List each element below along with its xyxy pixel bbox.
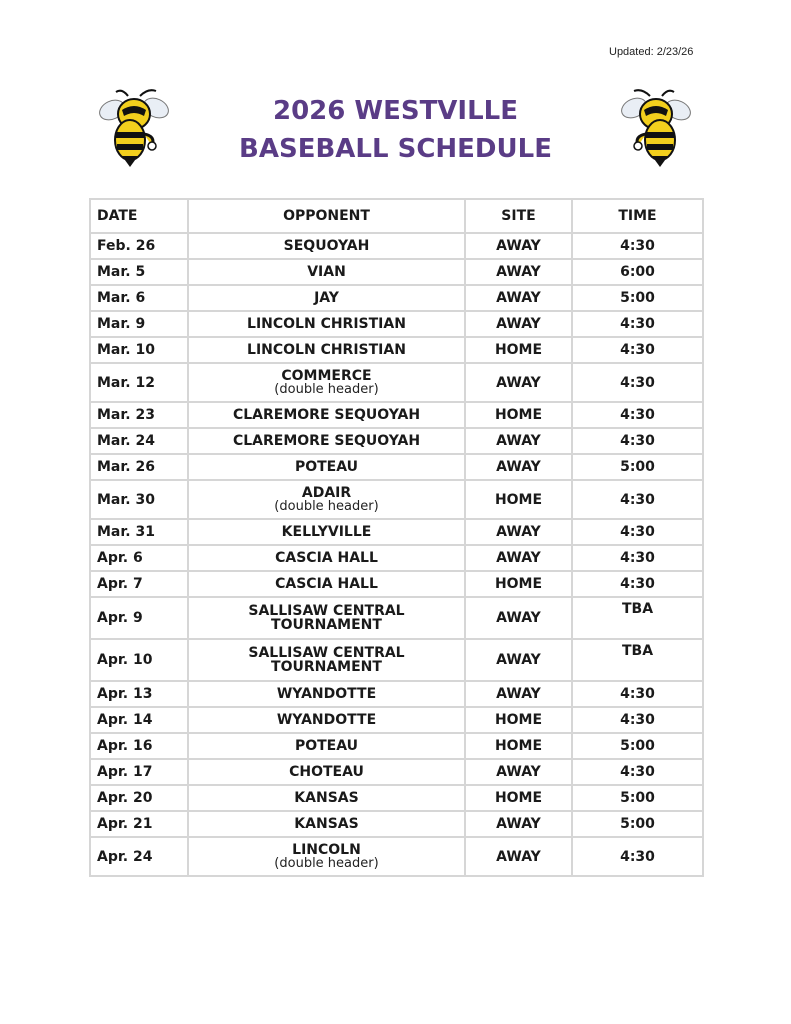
table-row bbox=[90, 837, 703, 876]
opponent-name: WYANDOTTE bbox=[276, 712, 377, 728]
opponent-name: CHOTEAU bbox=[289, 764, 364, 780]
cell-site: AWAY bbox=[465, 285, 572, 311]
opponent-name: KANSAS bbox=[294, 790, 359, 806]
cell-date: Mar. 5 bbox=[90, 259, 188, 285]
cell-date: Mar. 9 bbox=[90, 311, 188, 337]
cell-site: AWAY bbox=[465, 759, 572, 785]
cell-date: Apr. 6 bbox=[90, 545, 188, 571]
cell-date: Apr. 24 bbox=[90, 837, 188, 876]
cell-site: AWAY bbox=[465, 811, 572, 837]
table-header-row bbox=[90, 199, 703, 233]
cell-date: Apr. 10 bbox=[90, 639, 188, 681]
cell-site: HOME bbox=[465, 733, 572, 759]
opponent-name: POTEAU bbox=[294, 738, 359, 754]
cell-site: HOME bbox=[465, 480, 572, 519]
opponent-note: (double header) bbox=[274, 499, 379, 514]
cell-opponent bbox=[188, 597, 465, 639]
title-line-1: 2026 WESTVILLE bbox=[272, 96, 518, 126]
cell-time: 4:30 bbox=[572, 337, 703, 363]
cell-opponent bbox=[188, 733, 465, 759]
cell-opponent bbox=[188, 428, 465, 454]
cell-opponent bbox=[188, 480, 465, 519]
table-row bbox=[90, 311, 703, 337]
cell-opponent bbox=[188, 811, 465, 837]
cell-site: AWAY bbox=[465, 259, 572, 285]
cell-date: Apr. 20 bbox=[90, 785, 188, 811]
cell-date: Apr. 21 bbox=[90, 811, 188, 837]
opponent-name: ADAIR bbox=[301, 485, 352, 501]
table-row bbox=[90, 759, 703, 785]
schedule-table bbox=[89, 198, 704, 877]
cell-date: Mar. 24 bbox=[90, 428, 188, 454]
opponent-name: WYANDOTTE bbox=[276, 686, 377, 702]
cell-date: Apr. 9 bbox=[90, 597, 188, 639]
cell-date: Mar. 30 bbox=[90, 480, 188, 519]
cell-opponent bbox=[188, 639, 465, 681]
cell-date: Feb. 26 bbox=[90, 233, 188, 259]
opponent-name: CASCIA HALL bbox=[275, 576, 378, 592]
cell-time: 5:00 bbox=[572, 785, 703, 811]
cell-opponent bbox=[188, 311, 465, 337]
table-row bbox=[90, 597, 703, 639]
cell-opponent bbox=[188, 285, 465, 311]
cell-opponent bbox=[188, 707, 465, 733]
cell-site: AWAY bbox=[465, 639, 572, 681]
cell-date: Apr. 7 bbox=[90, 571, 188, 597]
header-opponent: OPPONENT bbox=[188, 199, 465, 233]
header-site: SITE bbox=[465, 199, 572, 233]
header-date: DATE bbox=[90, 199, 188, 233]
table-row bbox=[90, 402, 703, 428]
opponent-name: LINCOLN bbox=[292, 842, 361, 858]
opponent-name: COMMERCE bbox=[281, 368, 372, 384]
cell-date: Apr. 17 bbox=[90, 759, 188, 785]
table-row bbox=[90, 428, 703, 454]
updated-date: Updated: 2/23/26 bbox=[609, 46, 694, 58]
table-row bbox=[90, 259, 703, 285]
cell-date: Mar. 6 bbox=[90, 285, 188, 311]
opponent-name: SALLISAW CENTRAL bbox=[248, 645, 405, 661]
table-row bbox=[90, 707, 703, 733]
cell-date: Apr. 16 bbox=[90, 733, 188, 759]
cell-site: AWAY bbox=[465, 454, 572, 480]
opponent-name: CLAREMORE SEQUOYAH bbox=[232, 433, 421, 449]
cell-time: TBA bbox=[572, 597, 703, 639]
page-title bbox=[0, 92, 791, 168]
cell-opponent bbox=[188, 363, 465, 402]
cell-time: 5:00 bbox=[572, 733, 703, 759]
cell-time: 4:30 bbox=[572, 480, 703, 519]
table-row bbox=[90, 545, 703, 571]
opponent-name: JAY bbox=[314, 290, 339, 306]
cell-site: HOME bbox=[465, 571, 572, 597]
cell-site: HOME bbox=[465, 337, 572, 363]
cell-time: 4:30 bbox=[572, 545, 703, 571]
table-row bbox=[90, 785, 703, 811]
cell-time: 4:30 bbox=[572, 519, 703, 545]
cell-opponent bbox=[188, 681, 465, 707]
cell-date: Mar. 31 bbox=[90, 519, 188, 545]
cell-site: AWAY bbox=[465, 597, 572, 639]
table-row bbox=[90, 363, 703, 402]
cell-time: 6:00 bbox=[572, 259, 703, 285]
cell-time: 4:30 bbox=[572, 311, 703, 337]
opponent-name: CASCIA HALL bbox=[275, 550, 378, 566]
cell-opponent bbox=[188, 519, 465, 545]
table-row bbox=[90, 480, 703, 519]
cell-date: Mar. 12 bbox=[90, 363, 188, 402]
opponent-name: SEQUOYAH bbox=[283, 238, 370, 254]
cell-time: 4:30 bbox=[572, 707, 703, 733]
header-time: TIME bbox=[572, 199, 703, 233]
opponent-name: VIAN bbox=[307, 264, 346, 280]
cell-opponent bbox=[188, 571, 465, 597]
cell-date: Mar. 10 bbox=[90, 337, 188, 363]
opponent-name-line-2: TOURNAMENT bbox=[271, 617, 382, 633]
cell-date: Apr. 13 bbox=[90, 681, 188, 707]
cell-time: 5:00 bbox=[572, 811, 703, 837]
title-line-2: BASEBALL SCHEDULE bbox=[239, 134, 552, 164]
cell-site: AWAY bbox=[465, 233, 572, 259]
cell-time: 4:30 bbox=[572, 428, 703, 454]
cell-site: HOME bbox=[465, 402, 572, 428]
table-row bbox=[90, 733, 703, 759]
cell-time: 4:30 bbox=[572, 402, 703, 428]
opponent-name: KELLYVILLE bbox=[281, 524, 372, 540]
table-row bbox=[90, 285, 703, 311]
schedule-body bbox=[90, 233, 703, 876]
table-row bbox=[90, 681, 703, 707]
cell-opponent bbox=[188, 545, 465, 571]
opponent-name: KANSAS bbox=[294, 816, 359, 832]
cell-opponent bbox=[188, 402, 465, 428]
cell-opponent bbox=[188, 759, 465, 785]
cell-site: AWAY bbox=[465, 837, 572, 876]
cell-time: 5:00 bbox=[572, 454, 703, 480]
cell-site: AWAY bbox=[465, 428, 572, 454]
cell-opponent bbox=[188, 785, 465, 811]
cell-time: 5:00 bbox=[572, 285, 703, 311]
cell-opponent bbox=[188, 259, 465, 285]
cell-opponent bbox=[188, 454, 465, 480]
table-row bbox=[90, 639, 703, 681]
cell-date: Apr. 14 bbox=[90, 707, 188, 733]
opponent-name: SALLISAW CENTRAL bbox=[248, 603, 405, 619]
opponent-note: (double header) bbox=[274, 856, 379, 871]
cell-site: AWAY bbox=[465, 519, 572, 545]
cell-time: 4:30 bbox=[572, 233, 703, 259]
table-row bbox=[90, 454, 703, 480]
table-row bbox=[90, 519, 703, 545]
cell-site: AWAY bbox=[465, 363, 572, 402]
cell-opponent bbox=[188, 837, 465, 876]
table-row bbox=[90, 571, 703, 597]
opponent-name: LINCOLN CHRISTIAN bbox=[247, 342, 406, 358]
cell-opponent bbox=[188, 233, 465, 259]
opponent-name: LINCOLN CHRISTIAN bbox=[247, 316, 406, 332]
cell-opponent bbox=[188, 337, 465, 363]
cell-time: 4:30 bbox=[572, 759, 703, 785]
cell-date: Mar. 26 bbox=[90, 454, 188, 480]
cell-time: 4:30 bbox=[572, 363, 703, 402]
cell-site: HOME bbox=[465, 785, 572, 811]
opponent-name-line-2: TOURNAMENT bbox=[271, 659, 382, 675]
opponent-name: POTEAU bbox=[294, 459, 359, 475]
table-row bbox=[90, 233, 703, 259]
cell-time: 4:30 bbox=[572, 571, 703, 597]
cell-site: AWAY bbox=[465, 545, 572, 571]
table-row bbox=[90, 337, 703, 363]
opponent-name: CLAREMORE SEQUOYAH bbox=[232, 407, 421, 423]
cell-time: 4:30 bbox=[572, 681, 703, 707]
cell-time: TBA bbox=[572, 639, 703, 681]
table-row bbox=[90, 811, 703, 837]
opponent-note: (double header) bbox=[274, 382, 379, 397]
cell-site: AWAY bbox=[465, 311, 572, 337]
cell-site: AWAY bbox=[465, 681, 572, 707]
cell-date: Mar. 23 bbox=[90, 402, 188, 428]
cell-time: 4:30 bbox=[572, 837, 703, 876]
cell-site: HOME bbox=[465, 707, 572, 733]
